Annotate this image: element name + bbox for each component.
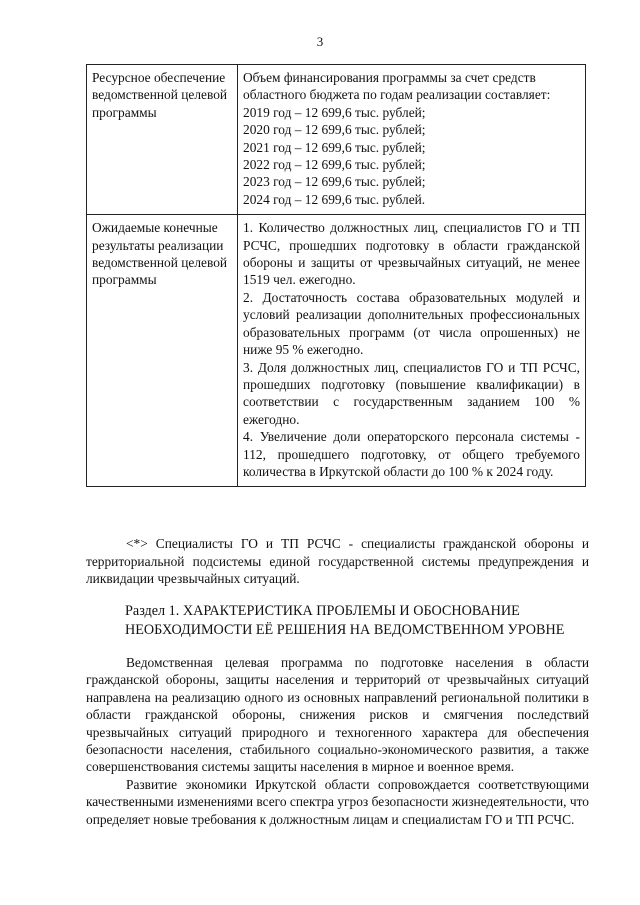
funding-line: 2022 год – 12 699,6 тыс. рублей; (243, 157, 426, 173)
results-label: Ожидаемые конечные результаты реализации ведомственной целевой программы (87, 215, 238, 487)
result-item: 2. Достаточность состава образовательных модулей и условий реализации дополнительных профессиональных образовательных программ (от числа опрошенных) не ниже 95 % ежегодно. (243, 289, 580, 358)
section-title (125, 602, 590, 640)
section-title-line: Раздел 1. ХАРАКТЕРИСТИКА ПРОБЛЕМЫ И ОБОСНОВАНИЕ (125, 603, 520, 619)
result-item: 3. Доля должностных лиц, специалистов ГО и ТП РСЧС, прошедших подготовку (повышение квалификации) в соответствии с государственным заданием 100 % ежегодно. (243, 359, 580, 427)
resource-intro: Объем финансирования программы за счет средств областного бюджета по годам реализации составляет: (243, 70, 551, 103)
result-item: 4. Увеличение доли операторского персонала системы - 112, прошедшего подготовку, от общего требуемого количества в Иркутской области до 100 % к 2024 году. (243, 429, 580, 479)
footnote-text: <*> Специалисты ГО и ТП РСЧС - специалисты гражданской обороны и территориальной подсистемы единой государственной системы предупреждения и ликвидации чрезвычайных ситуаций. (86, 536, 589, 587)
paragraph: Развитие экономики Иркутской области сопровождается соответствующими качественными изменениями всего спектра угроз безопасности жизнедеятельности, что определяет новые требования к должностным лицам и специалистам ГО и ТП РСЧС. (86, 776, 589, 827)
table-row (87, 215, 586, 487)
results-value (238, 215, 586, 487)
section-body (86, 654, 589, 828)
footnote (86, 535, 589, 588)
funding-line: 2020 год – 12 699,6 тыс. рублей; (243, 122, 426, 138)
resource-value (238, 65, 586, 215)
funding-line: 2021 год – 12 699,6 тыс. рублей; (243, 139, 426, 155)
page-number: 3 (316, 34, 324, 49)
table-row (87, 65, 586, 215)
program-passport-table (86, 64, 586, 487)
funding-line: 2024 год – 12 699,6 тыс. рублей. (243, 191, 426, 207)
resource-label: Ресурсное обеспечение ведомственной целевой программы (87, 65, 238, 215)
result-item: 1. Количество должностных лиц, специалистов ГО и ТП РСЧС, прошедших подготовку в области гражданской обороны и защиты от чрезвычайных ситуаций, не менее 1519 чел. ежегодно. (243, 220, 580, 288)
section-title-line: НЕОБХОДИМОСТИ ЕЁ РЕШЕНИЯ НА ВЕДОМСТВЕННОМ УРОВНЕ (125, 622, 565, 638)
funding-line: 2023 год – 12 699,6 тыс. рублей; (243, 174, 426, 190)
funding-line: 2019 год – 12 699,6 тыс. рублей; (243, 104, 426, 120)
paragraph: Ведомственная целевая программа по подготовке населения в области гражданской обороны, защиты населения и территорий от чрезвычайных ситуаций направлена на реализацию одного из основных направлений региональной политики в области гражданской обороны, снижения рисков и смягчения последствий чрезвычайных ситуаций природного и техногенного характера для обеспечения безопасности населения, стабильного социально-экономического развития, а также совершенствования системы защиты населения в мирное и военное время. (86, 655, 589, 775)
